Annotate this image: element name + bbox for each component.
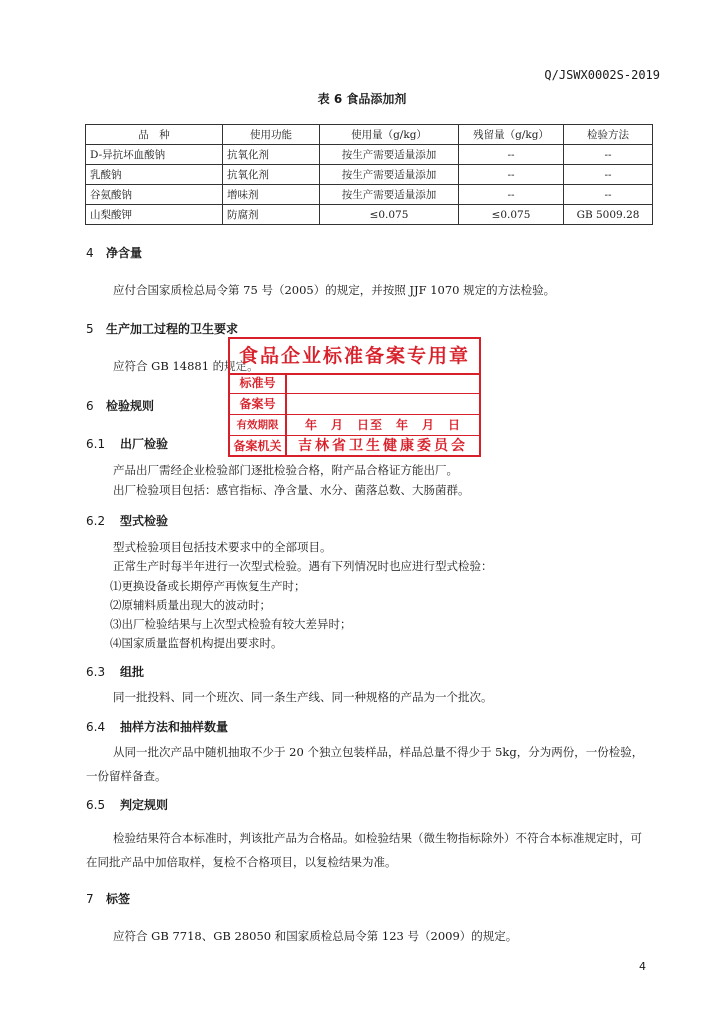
cell: -- [564, 165, 653, 185]
section-title: 型式检验 [120, 514, 169, 528]
section-6-4-text: 从同一批次产品中随机抽取不少于 20 个独立包装样品，样品总量不得少于 5kg，分为两份，一份检验，一份留样备查。 [86, 745, 644, 783]
section-heading-6-4 [86, 718, 228, 735]
table-caption: 表 6 食品添加剂 [317, 92, 407, 106]
cell: -- [564, 185, 653, 205]
stamp-row [230, 436, 479, 456]
stamp-value [287, 394, 479, 414]
section-title: 出厂检验 [120, 437, 169, 451]
section-heading-6-2 [86, 512, 168, 529]
table-header-row [86, 125, 653, 145]
section-4-text: 应付合国家质检总局令第 75 号（2005）的规定，并按照 JJF 1070 规定的方法检验。 [113, 283, 556, 297]
list-item: ⑷国家质量监督机构提出要求时。 [110, 636, 283, 650]
cell: -- [459, 165, 564, 185]
section-number: 4 [86, 246, 94, 260]
section-number: 6.5 [86, 798, 106, 812]
section-number: 6.3 [86, 665, 106, 679]
paragraph-line: 正常生产时每半年进行一次型式检验。遇有下列情况时也应进行型式检验： [113, 559, 493, 573]
cell: -- [459, 145, 564, 165]
cell: 乳酸钠 [86, 165, 223, 185]
col-header-usage: 使用量（g/kg） [320, 125, 459, 145]
cell: 谷氨酸钠 [86, 185, 223, 205]
section-number: 7 [86, 892, 94, 906]
cell: -- [564, 145, 653, 165]
list-item: ⑵原辅料质量出现大的波动时； [110, 598, 271, 612]
stamp-row [230, 394, 479, 415]
paragraph-line: 型式检验项目包括技术要求中的全部项目。 [113, 540, 332, 554]
list-item: ⑴更换设备或长期停产再恢复生产时； [110, 579, 306, 593]
cell: 抗氧化剂 [223, 165, 320, 185]
section-5-text: 应符合 GB 14881 的规定。 [113, 359, 259, 373]
stamp-value: 年 月 日至 年 月 日 [304, 418, 461, 432]
section-number: 5 [86, 322, 94, 336]
cell: -- [459, 185, 564, 205]
section-title: 检验规则 [106, 399, 155, 413]
cell: ≤0.075 [320, 205, 459, 225]
section-number: 6.4 [86, 720, 106, 734]
section-heading-6-3 [86, 663, 144, 680]
paragraph-line: 出厂检验项目包括：感官指标、净含量、水分、菌落总数、大肠菌群。 [113, 483, 470, 497]
paragraph-line: 产品出厂需经企业检验部门逐批检验合格，附产品合格证方能出厂。 [113, 463, 458, 477]
additives-table [85, 124, 653, 225]
section-heading-5 [86, 320, 238, 337]
table-row [86, 145, 653, 165]
section-7-text: 应符合 GB 7718、GB 28050 和国家质检总局令第 123 号（2009）的规定。 [113, 929, 518, 943]
filing-stamp [228, 337, 481, 457]
section-title: 标签 [106, 892, 131, 906]
table-row [86, 165, 653, 185]
section-title: 净含量 [106, 246, 143, 260]
stamp-row [230, 415, 479, 436]
stamp-label: 标准号 [230, 373, 287, 393]
section-title: 生产加工过程的卫生要求 [106, 322, 239, 336]
cell: 按生产需要适量添加 [320, 145, 459, 165]
section-heading-6 [86, 397, 154, 414]
cell: 抗氧化剂 [223, 145, 320, 165]
section-heading-4 [86, 244, 142, 261]
cell: GB 5009.28 [564, 205, 653, 225]
table-row [86, 185, 653, 205]
section-number: 6 [86, 399, 94, 413]
stamp-value: 吉林省卫生健康委员会 [298, 438, 468, 454]
stamp-label: 有效期限 [230, 415, 287, 435]
cell: 按生产需要适量添加 [320, 185, 459, 205]
col-header-variety: 品 种 [86, 125, 223, 145]
cell: 防腐剂 [223, 205, 320, 225]
section-title: 组批 [120, 665, 145, 679]
table-row [86, 205, 653, 225]
stamp-row [230, 373, 479, 394]
section-number: 6.2 [86, 514, 106, 528]
page-number: 4 [639, 960, 646, 973]
stamp-value [287, 373, 479, 393]
stamp-title: 食品企业标准备案专用章 [230, 339, 479, 375]
section-6-3-text: 同一批投料、同一个班次、同一条生产线、同一种规格的产品为一个批次。 [113, 690, 493, 704]
section-6-5-text: 检验结果符合本标准时，判该批产品为合格品。如检验结果（微生物指标除外）不符合本标准规定时，可在同批产品中加倍取样，复检不合格项目，以复检结果为准。 [86, 831, 642, 869]
cell: ≤0.075 [459, 205, 564, 225]
stamp-label: 备案号 [230, 394, 287, 414]
section-number: 6.1 [86, 437, 106, 451]
col-header-function: 使用功能 [223, 125, 320, 145]
stamp-label: 备案机关 [230, 436, 287, 456]
cell: 增味剂 [223, 185, 320, 205]
cell: 按生产需要适量添加 [320, 165, 459, 185]
col-header-method: 检验方法 [564, 125, 653, 145]
col-header-residue: 残留量（g/kg） [459, 125, 564, 145]
section-title: 判定规则 [120, 798, 169, 812]
cell: D-异抗坏血酸钠 [86, 145, 223, 165]
cell: 山梨酸钾 [86, 205, 223, 225]
document-id: Q/JSWX0002S-2019 [544, 68, 660, 82]
section-title: 抽样方法和抽样数量 [120, 720, 229, 734]
section-heading-6-1 [86, 435, 168, 452]
section-heading-7 [86, 890, 130, 907]
list-item: ⑶出厂检验结果与上次型式检验有较大差异时； [110, 617, 352, 631]
section-heading-6-5 [86, 796, 168, 813]
